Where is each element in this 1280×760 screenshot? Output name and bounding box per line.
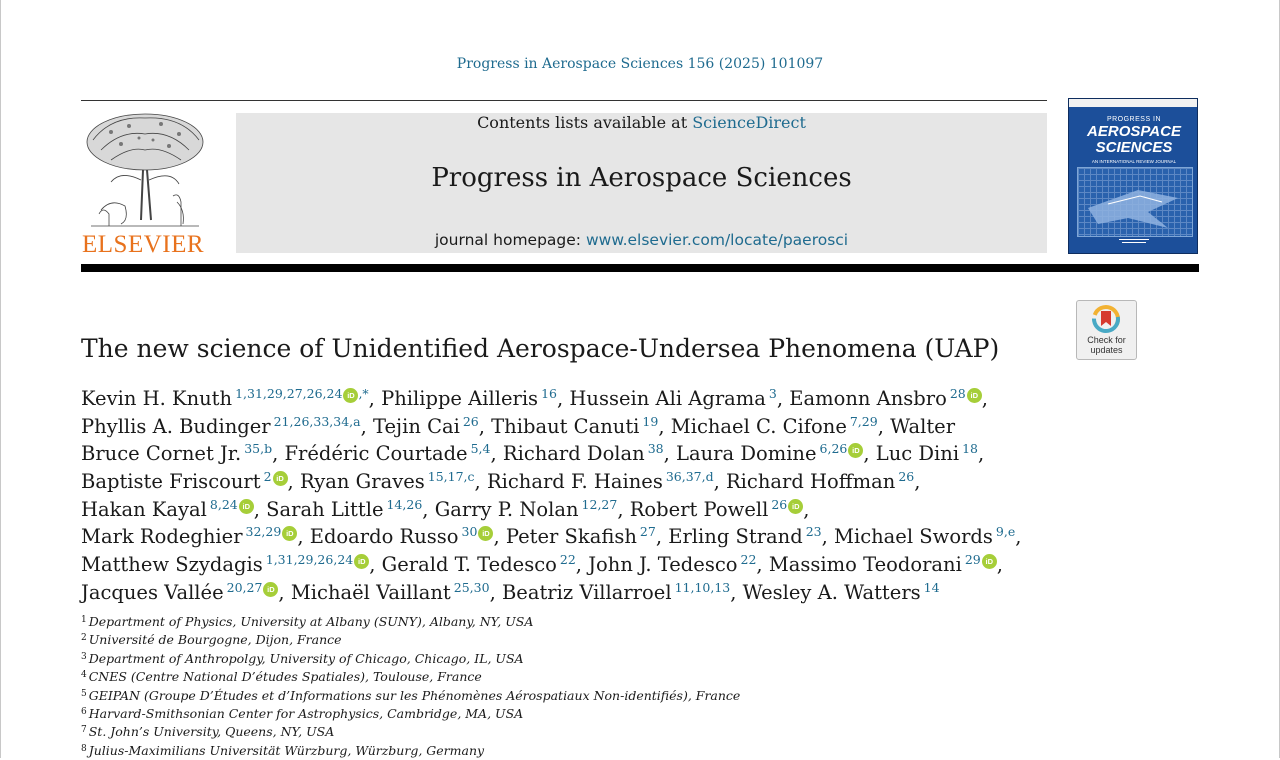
cover-line2 (1069, 124, 1198, 156)
elsevier-wordmark[interactable]: ELSEVIER (82, 231, 205, 258)
author-affiliation-ref[interactable]: 8,24 (209, 496, 238, 512)
author-separator: , (863, 442, 876, 466)
author-name[interactable]: Gerald T. Tedesco (381, 553, 557, 577)
author-affiliation-ref[interactable]: 35,b (244, 441, 273, 457)
author-line (81, 380, 1071, 408)
author-name[interactable]: Jacques Vallée (81, 580, 224, 604)
author-affiliation-ref[interactable]: 21,26,33,34,a (273, 413, 361, 429)
affiliation-item (81, 611, 1081, 629)
affiliation-number: 2 (81, 633, 87, 644)
author-name[interactable]: Bruce Cornet Jr. (81, 442, 242, 466)
affiliation-number: 4 (81, 670, 87, 681)
author-affiliation-ref[interactable]: 14 (923, 579, 940, 595)
author-affiliation-ref[interactable]: 7,29 (849, 413, 878, 429)
author-name[interactable]: Sarah Little (266, 497, 384, 521)
journal-cover-image[interactable] (1068, 98, 1198, 254)
author-separator: , (490, 442, 503, 466)
author-name[interactable]: Robert Powell (629, 497, 769, 521)
affiliation-item (81, 703, 1081, 721)
author-affiliation-ref[interactable]: 2 (263, 469, 272, 485)
affiliation-text: Harvard-Smithsonian Center for Astrophysics, Cambridge, MA, USA (88, 705, 524, 721)
affiliation-number: 6 (81, 706, 87, 717)
author-name[interactable]: Tejin Cai (373, 414, 460, 438)
author-separator: , (287, 470, 300, 494)
author-name[interactable]: Michael Swords (834, 525, 993, 549)
author-separator: , (297, 525, 310, 549)
author-affiliation-ref[interactable]: 15,17,c (427, 469, 475, 485)
affiliation-item (81, 685, 1081, 703)
affiliation-number: 8 (81, 743, 87, 754)
orcid-icon[interactable]: iD (343, 388, 358, 403)
author-affiliation-ref[interactable]: 5,4 (470, 441, 491, 457)
author-separator: , (493, 525, 506, 549)
author-separator: , (658, 414, 671, 438)
homepage-prefix: journal homepage: (434, 231, 582, 249)
affiliation-text: Department of Anthropolgy, University of Chicago, Chicago, IL, USA (88, 650, 524, 666)
author-affiliation-ref[interactable]: 26 (898, 469, 915, 485)
author-affiliation-ref[interactable]: 36,37,d (665, 469, 714, 485)
author-separator: , (877, 414, 891, 438)
author-separator: , (981, 387, 988, 410)
author-line (81, 574, 1071, 602)
orcid-icon[interactable]: iD (239, 499, 254, 514)
orcid-icon[interactable]: iD (848, 443, 863, 458)
author-name[interactable]: Wesley A. Watters (742, 580, 921, 604)
author-separator: , (278, 580, 291, 604)
author-affiliation-ref[interactable]: 25,30 (453, 579, 490, 595)
page-edge-left (0, 0, 1, 758)
author-separator: , (474, 470, 487, 494)
contents-line (236, 113, 1047, 132)
author-name[interactable]: Hussein Ali Agrama (569, 387, 766, 410)
author-separator: , (776, 387, 790, 410)
author-name[interactable]: Walter (890, 414, 956, 438)
affiliation-text: CNES (Centre National D’études Spatiales), Toulouse, France (88, 669, 482, 685)
author-separator: , (272, 442, 285, 466)
homepage-link[interactable]: www.elsevier.com/locate/paerosci (585, 231, 849, 249)
author-affiliation-ref[interactable]: 22 (559, 552, 576, 568)
author-name[interactable]: Ryan Graves (299, 470, 425, 494)
check-updates-line2: updates (1090, 344, 1123, 355)
orcid-icon[interactable]: iD (982, 554, 997, 569)
author-separator: , (730, 580, 743, 604)
author-affiliation-ref[interactable]: 26 (771, 496, 788, 512)
author-line (81, 518, 1071, 549)
author-affiliation-ref[interactable]: 32,29 (245, 524, 282, 540)
author-name[interactable]: Richard Hoffman (726, 470, 896, 494)
author-affiliation-ref[interactable]: 11,10,13 (674, 579, 731, 595)
author-separator: , (663, 442, 677, 466)
author-name[interactable]: Hakan Kayal (81, 497, 207, 521)
author-separator: , (756, 553, 769, 577)
check-updates-icon (1091, 304, 1121, 334)
affiliation-text: GEIPAN (Groupe D’Études et d’Informations sur les Phénomènes Aérospatiaux Non-identifiés), France (88, 687, 741, 703)
author-name[interactable]: Thibaut Canuti (491, 414, 640, 438)
header-thick-rule (81, 264, 1199, 272)
check-updates-text (1077, 336, 1136, 355)
orcid-icon[interactable]: iD (788, 499, 803, 514)
author-affiliation-ref[interactable]: 30 (461, 524, 478, 540)
aircraft-icon (1078, 168, 1192, 236)
author-line (81, 463, 1071, 494)
orcid-icon[interactable]: iD (263, 582, 278, 597)
cover-aircraft-grid-image (1077, 167, 1193, 237)
author-name[interactable]: Peter Skafish (505, 525, 637, 549)
author-affiliation-ref[interactable]: 16 (541, 386, 557, 401)
author-name[interactable]: Erling Strand (668, 525, 803, 549)
author-affiliation-ref[interactable]: 1,31,29,26,24 (265, 552, 354, 568)
top-divider (81, 100, 1047, 101)
author-separator: , (368, 387, 382, 410)
author-name[interactable]: Richard F. Haines (486, 470, 663, 494)
author-name[interactable]: Garry P. Nolan (434, 497, 579, 521)
author-list (81, 380, 1071, 602)
author-line (81, 546, 1071, 577)
author-separator: , (556, 387, 570, 410)
author-name[interactable]: Massimo Teodorani (768, 553, 962, 577)
corresponding-author-mark[interactable]: ,* (358, 386, 369, 401)
author-affiliation-ref[interactable]: 22 (740, 552, 757, 568)
affiliation-number: 7 (81, 725, 87, 736)
author-affiliation-ref[interactable]: 6,26 (819, 441, 848, 457)
author-separator: , (369, 553, 382, 577)
author-affiliation-ref[interactable]: 19 (642, 413, 659, 429)
affiliation-number: 1 (81, 615, 87, 625)
author-separator: , (996, 553, 1003, 577)
sciencedirect-link[interactable]: ScienceDirect (692, 113, 806, 132)
affiliation-item (81, 629, 1081, 647)
journal-title: Progress in Aerospace Sciences (431, 163, 852, 193)
check-for-updates-button[interactable] (1076, 300, 1137, 360)
author-name[interactable]: Baptiste Friscourt (81, 470, 261, 494)
author-name[interactable]: Frédéric Courtade (284, 442, 468, 466)
author-name[interactable]: John J. Tedesco (588, 553, 738, 577)
author-line (81, 491, 1071, 519)
author-affiliation-ref[interactable]: 26 (462, 413, 479, 429)
orcid-icon[interactable]: iD (282, 526, 297, 541)
author-affiliation-ref[interactable]: 29 (964, 552, 981, 568)
author-affiliation-ref[interactable]: 23 (805, 524, 822, 540)
affiliation-number: 5 (81, 688, 87, 699)
affiliation-text: Université de Bourgogne, Dijon, France (88, 632, 342, 648)
author-name[interactable]: Michael C. Cifone (670, 414, 847, 438)
affiliation-item (81, 666, 1081, 684)
author-separator: , (575, 553, 589, 577)
author-separator: , (713, 470, 726, 494)
orcid-icon[interactable]: iD (967, 388, 982, 403)
affiliation-text: Julius-Maximilians Universität Würzburg, Würzburg, Germany (88, 742, 485, 758)
check-updates-line1: Check for (1087, 335, 1126, 345)
orcid-icon[interactable]: iD (354, 554, 369, 569)
author-affiliation-ref[interactable]: 38 (647, 441, 664, 457)
cover-line1: PROGRESS IN (1106, 116, 1162, 123)
author-affiliation-ref[interactable]: 27 (639, 524, 656, 540)
affiliation-item (81, 721, 1081, 739)
author-name[interactable]: Eamonn Ansbro (789, 387, 947, 410)
contents-prefix: Contents lists available at (477, 113, 688, 132)
cover-line2b: SCIENCES (1095, 139, 1173, 156)
cover-editors-lines (1069, 237, 1198, 245)
author-separator: , (821, 525, 834, 549)
orcid-icon[interactable]: iD (273, 471, 288, 486)
author-separator: , (617, 497, 630, 521)
journal-citation[interactable]: Progress in Aerospace Sciences 156 (2025) 101097 (456, 56, 824, 72)
cover-line2a: AEROSPACE (1087, 123, 1181, 140)
affiliation-list (81, 611, 1081, 758)
affiliation-item (81, 648, 1081, 666)
affiliation-number: 3 (81, 651, 87, 662)
orcid-icon[interactable]: iD (478, 526, 493, 541)
author-line (81, 435, 1071, 466)
author-affiliation-ref[interactable]: 18 (962, 441, 978, 457)
author-name[interactable]: Laura Domine (676, 442, 817, 466)
author-separator: , (478, 414, 492, 438)
author-separator: , (1015, 525, 1022, 549)
author-line (81, 408, 1071, 436)
author-separator: , (422, 497, 435, 521)
author-name[interactable]: Edoardo Russo (309, 525, 459, 549)
author-separator: , (977, 442, 985, 466)
author-name[interactable]: Kevin H. Knuth (81, 387, 233, 410)
author-name[interactable]: Matthew Szydagis (81, 553, 263, 577)
author-affiliation-ref[interactable]: 1,31,29,27,26,24 (235, 386, 343, 401)
author-name[interactable]: Michaël Vaillant (290, 580, 451, 604)
author-separator: , (360, 414, 373, 438)
author-affiliation-ref[interactable]: 28 (949, 386, 966, 401)
cover-top-strip (1069, 99, 1198, 107)
author-separator: , (803, 497, 810, 521)
author-affiliation-ref[interactable]: 14,26 (386, 496, 423, 512)
author-name[interactable]: Beatriz Villarroel (501, 580, 672, 604)
author-separator: , (253, 497, 267, 521)
author-name[interactable]: Philippe Ailleris (381, 387, 539, 410)
author-name[interactable]: Mark Rodeghier (81, 525, 243, 549)
author-affiliation-ref[interactable]: 20,27 (226, 579, 263, 595)
homepage-line (236, 231, 1047, 249)
author-affiliation-ref[interactable]: 3 (768, 386, 777, 401)
paper-title: The new science of Unidentified Aerospace-Undersea Phenomena (UAP) (81, 334, 1000, 363)
author-separator: , (914, 470, 921, 494)
affiliation-text: St. John’s University, Queens, NY, USA (88, 724, 335, 740)
author-separator: , (655, 525, 669, 549)
author-affiliation-ref[interactable]: 9,e (995, 524, 1016, 540)
cover-line3: AN INTERNATIONAL REVIEW JOURNAL (1091, 159, 1177, 164)
author-separator: , (489, 580, 502, 604)
author-name[interactable]: Richard Dolan (502, 442, 645, 466)
author-name[interactable]: Phyllis A. Budinger (81, 414, 271, 438)
affiliation-text: Department of Physics, University at Albany (SUNY), Albany, NY, USA (88, 614, 534, 629)
author-name[interactable]: Luc Dini (875, 442, 960, 466)
affiliation-item (81, 740, 1081, 758)
author-affiliation-ref[interactable]: 12,27 (581, 496, 618, 512)
